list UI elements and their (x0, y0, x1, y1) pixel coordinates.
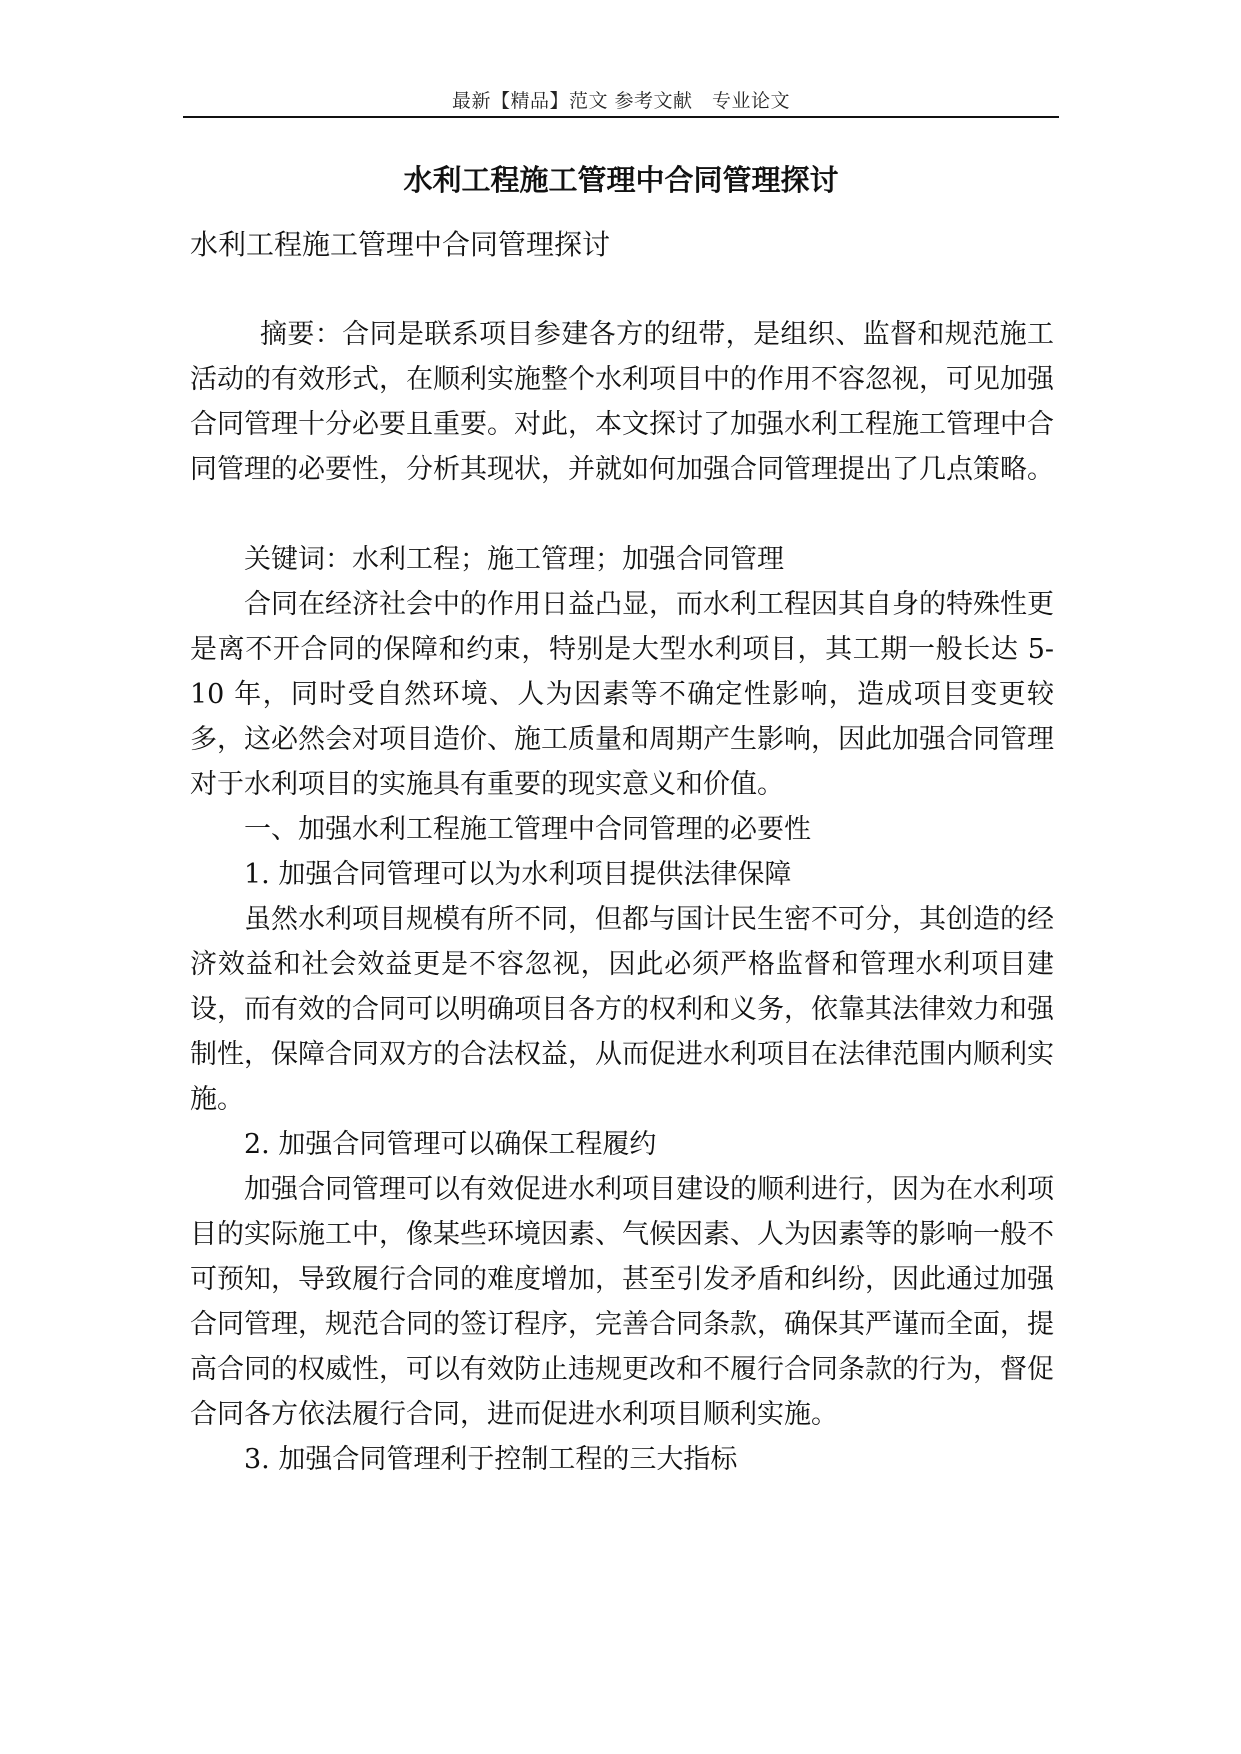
section-heading: 一、加强水利工程施工管理中合同管理的必要性 (244, 814, 811, 845)
document-body (190, 222, 1054, 1482)
body-paragraph: 加强合同管理可以有效促进水利项目建设的顺利进行，因为在水利项目的实际施工中，像某些环境因素、气候因素、人为因素等的影响一般不可预知，导致履行合同的难度增加，甚至引发矛盾和纠纷，因此通过加强合同管理，规范合同的签订程序，完善合同条款，确保其严谨而全面，提高合同的权威性，可以有效防止违规更改和不履行合同条款的行为，督促合同各方依法履行合同，进而促进水利项目顺利实施。 (190, 1174, 1054, 1430)
abstract-paragraph: 摘要：合同是联系项目参建各方的纽带，是组织、监督和规范施工活动的有效形式，在顺利实施整个水利项目中的作用不容忽视，可见加强合同管理十分必要且重要。对此，本文探讨了加强水利工程施工管理中合同管理的必要性，分析其现状，并就如何加强合同管理提出了几点策略。 (190, 319, 1054, 485)
page-header: 最新【精品】范文 参考文献 专业论文 (451, 90, 791, 112)
subsection-heading: 1. 加强合同管理可以为水利项目提供法律保障 (244, 859, 792, 890)
body-paragraph: 虽然水利项目规模有所不同，但都与国计民生密不可分，其创造的经济效益和社会效益更是不容忽视，因此必须严格监督和管理水利项目建设，而有效的合同可以明确项目各方的权利和义务，依靠其法律效力和强制性，保障合同双方的合法权益，从而促进水利项目在法律范围内顺利实施。 (190, 904, 1054, 1115)
document-title: 水利工程施工管理中合同管理探讨 (403, 163, 839, 197)
subsection-heading: 2. 加强合同管理可以确保工程履约 (244, 1129, 657, 1160)
subsection-heading: 3. 加强合同管理利于控制工程的三大指标 (244, 1444, 738, 1475)
keywords-line: 关键词：水利工程；施工管理；加强合同管理 (244, 544, 784, 575)
header-rule (183, 116, 1059, 118)
body-paragraph: 合同在经济社会中的作用日益凸显，而水利工程因其自身的特殊性更是离不开合同的保障和约束，特别是大型水利项目，其工期一般长达 5-10 年，同时受自然环境、人为因素等不确定性影响，造成项目变更较多，这必然会对项目造价、施工质量和周期产生影响，因此加强合同管理对于水利项目的实施具有重要的现实意义和价值。 (190, 589, 1054, 800)
document-subtitle: 水利工程施工管理中合同管理探讨 (190, 228, 611, 261)
